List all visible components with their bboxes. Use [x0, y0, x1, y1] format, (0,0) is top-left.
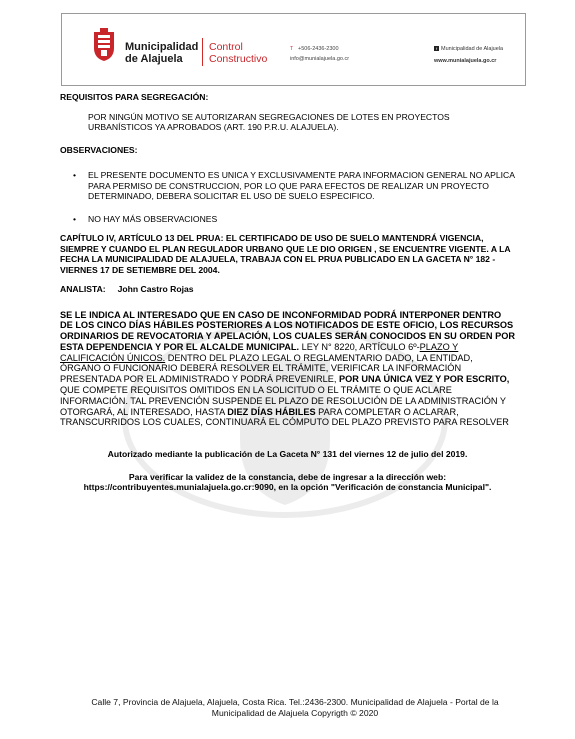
- notice-bold-2: DIEZ DÍAS HÁBILES: [227, 406, 316, 417]
- letterhead: [61, 13, 526, 86]
- email-address: info@munialajuela.go.cr: [290, 56, 350, 62]
- analista-line: [60, 284, 515, 295]
- autorizado-text: Autorizado mediante la publicación de La Gaceta N° 131 del viernes 12 de julio del 2019.: [107, 449, 468, 460]
- website-link[interactable]: www.munialajuela.go.cr: [434, 58, 497, 64]
- list-item: • NO HAY MÁS OBSERVACIONES: [60, 214, 515, 225]
- analista-label: ANALISTA:: [60, 284, 106, 294]
- list-item: • EL PRESENTE DOCUMENTO ES UNICA Y EXCLUSIVAMENTE PARA INFORMACION GENERAL NO APLICA PARA PERMISO DE CONSTRUCCION, POR LO QUE PARA EFECTOS DE REALIZAR UN PROYECTO DETERMINADO, DEBERA SOLICITAR EL USO DE SUELO ESPECIFICO.: [60, 170, 515, 202]
- capitulo-paragraph: CAPÍTULO IV, ARTÍCULO 13 DEL PRUA: EL CERTIFICADO DE USO DE SUELO MANTENDRÁ VIGENCIA, SIEMPRE Y CUANDO EL PLAN REGULADOR URBANO QUE LE DIO ORIGEN , SE ENCUENTRE VIGENTE. A LA FECHA LA MUNICIPALIDAD DE ALAJUELA, TRABAJA CON EL PRUA PUBLICADO EN LA GACETA N° 182 - VIERNES 17 DE SETIEMBRE DEL 2004.: [60, 233, 511, 275]
- contact-info: [290, 44, 349, 64]
- phone-icon: T: [290, 46, 294, 52]
- notice-part-1: DENTRO DEL PLAZO LEGAL O REGLAMENTARIO DADO, LA ENTIDAD, ÓRGANO O FUNCIONARIO DEBERÁ RESOLVER EL TRÁMITE, VERIFICAR LA INFORMACIÓN PRESENTADA POR EL ADMINISTRADO Y PODRÁ PREVENIRLE,: [60, 352, 473, 385]
- observaciones-list: [60, 170, 515, 224]
- notice-law: LEY N° 8220, ARTÍCULO 6º-: [299, 341, 420, 352]
- notice-part-2: QUE COMPETE REQUISITOS OMITIDOS EN LA SOLICITUD O EL TRÁMITE O QUE ACLARE INFORMACIÓN. TAL PREVENCIÓN SUSPENDE EL PLAZO DE RESOLUCIÓN DE LA ADMINISTRACIÓN Y OTORGARÁ, AL INTERESADO, HASTA: [60, 385, 506, 417]
- page-footer: Calle 7, Provincia de Alajuela, Alajuela, Costa Rica. Tel.:2436-2300. Municipalidad de Alajuela - Portal de la Municipalidad de Alajuela Copyrigth © 2020: [91, 697, 499, 718]
- facebook-icon: f: [435, 46, 438, 52]
- notice-law-title: PLAZO Y CALIFICACIÓN ÚNICOS.: [60, 341, 459, 363]
- observaciones-heading: OBSERVACIONES:: [60, 144, 138, 155]
- notice-bold-1: POR UNA ÚNICA VEZ Y POR ESCRITO,: [338, 374, 510, 385]
- department-name: Control Constructivo: [209, 41, 268, 65]
- social-info: [434, 44, 503, 66]
- phone-number: +506-2436-2300: [298, 46, 339, 52]
- segregacion-heading: REQUISITOS PARA SEGREGACIÓN:: [60, 92, 209, 102]
- analista-name: John Castro Rojas: [117, 284, 194, 294]
- segregacion-text: POR NINGÚN MOTIVO SE AUTORIZARAN SEGREGACIONES DE LOTES EN PROYECTOS URBANÍSTICOS YA APROBADOS (ART. 190 P.R.U. ALAJUELA).: [88, 111, 450, 132]
- notice-part-3: PARA COMPLETAR O ACLARAR, TRANSCURRIDOS LOS CUALES, CONTINUARÁ EL CÓMPUTO DEL PLAZO PREVISTO PARA RESOLVER: [60, 406, 509, 428]
- verificacion-text: Para verificar la validez de la constancia, debe de ingresar a la dirección web: https://contribuyentes.munialajuela.go.cr:9090, en la opción "Verificación de constancia Municipal".: [83, 471, 492, 493]
- municipal-shield-logo: [92, 28, 116, 62]
- brand-name: Municipalidad de Alajuela: [125, 41, 199, 65]
- notice-bold-intro: SE LE INDICA AL INTERESADO QUE EN CASO DE INCONFORMIDAD PODRÁ INTERPONER DENTRO DE LOS CINCO DÍAS HÁBILES POSTERIORES A LOS NOTIFICADOS DE ESTE OFICIO, LOS RECURSOS ORDINARIOS DE REVOCATORIA Y APELACIÓN, LOS CUALES SERÁN CONOCIDOS EN SU ORDEN POR ESTA DEPENDENCIA Y POR EL ALCALDE MUNICIPAL.: [60, 309, 515, 352]
- inconformidad-notice: [60, 310, 515, 429]
- social-name: Municipalidad de Alajuela: [441, 46, 504, 52]
- header-divider: [202, 38, 203, 66]
- document-body: [60, 92, 515, 493]
